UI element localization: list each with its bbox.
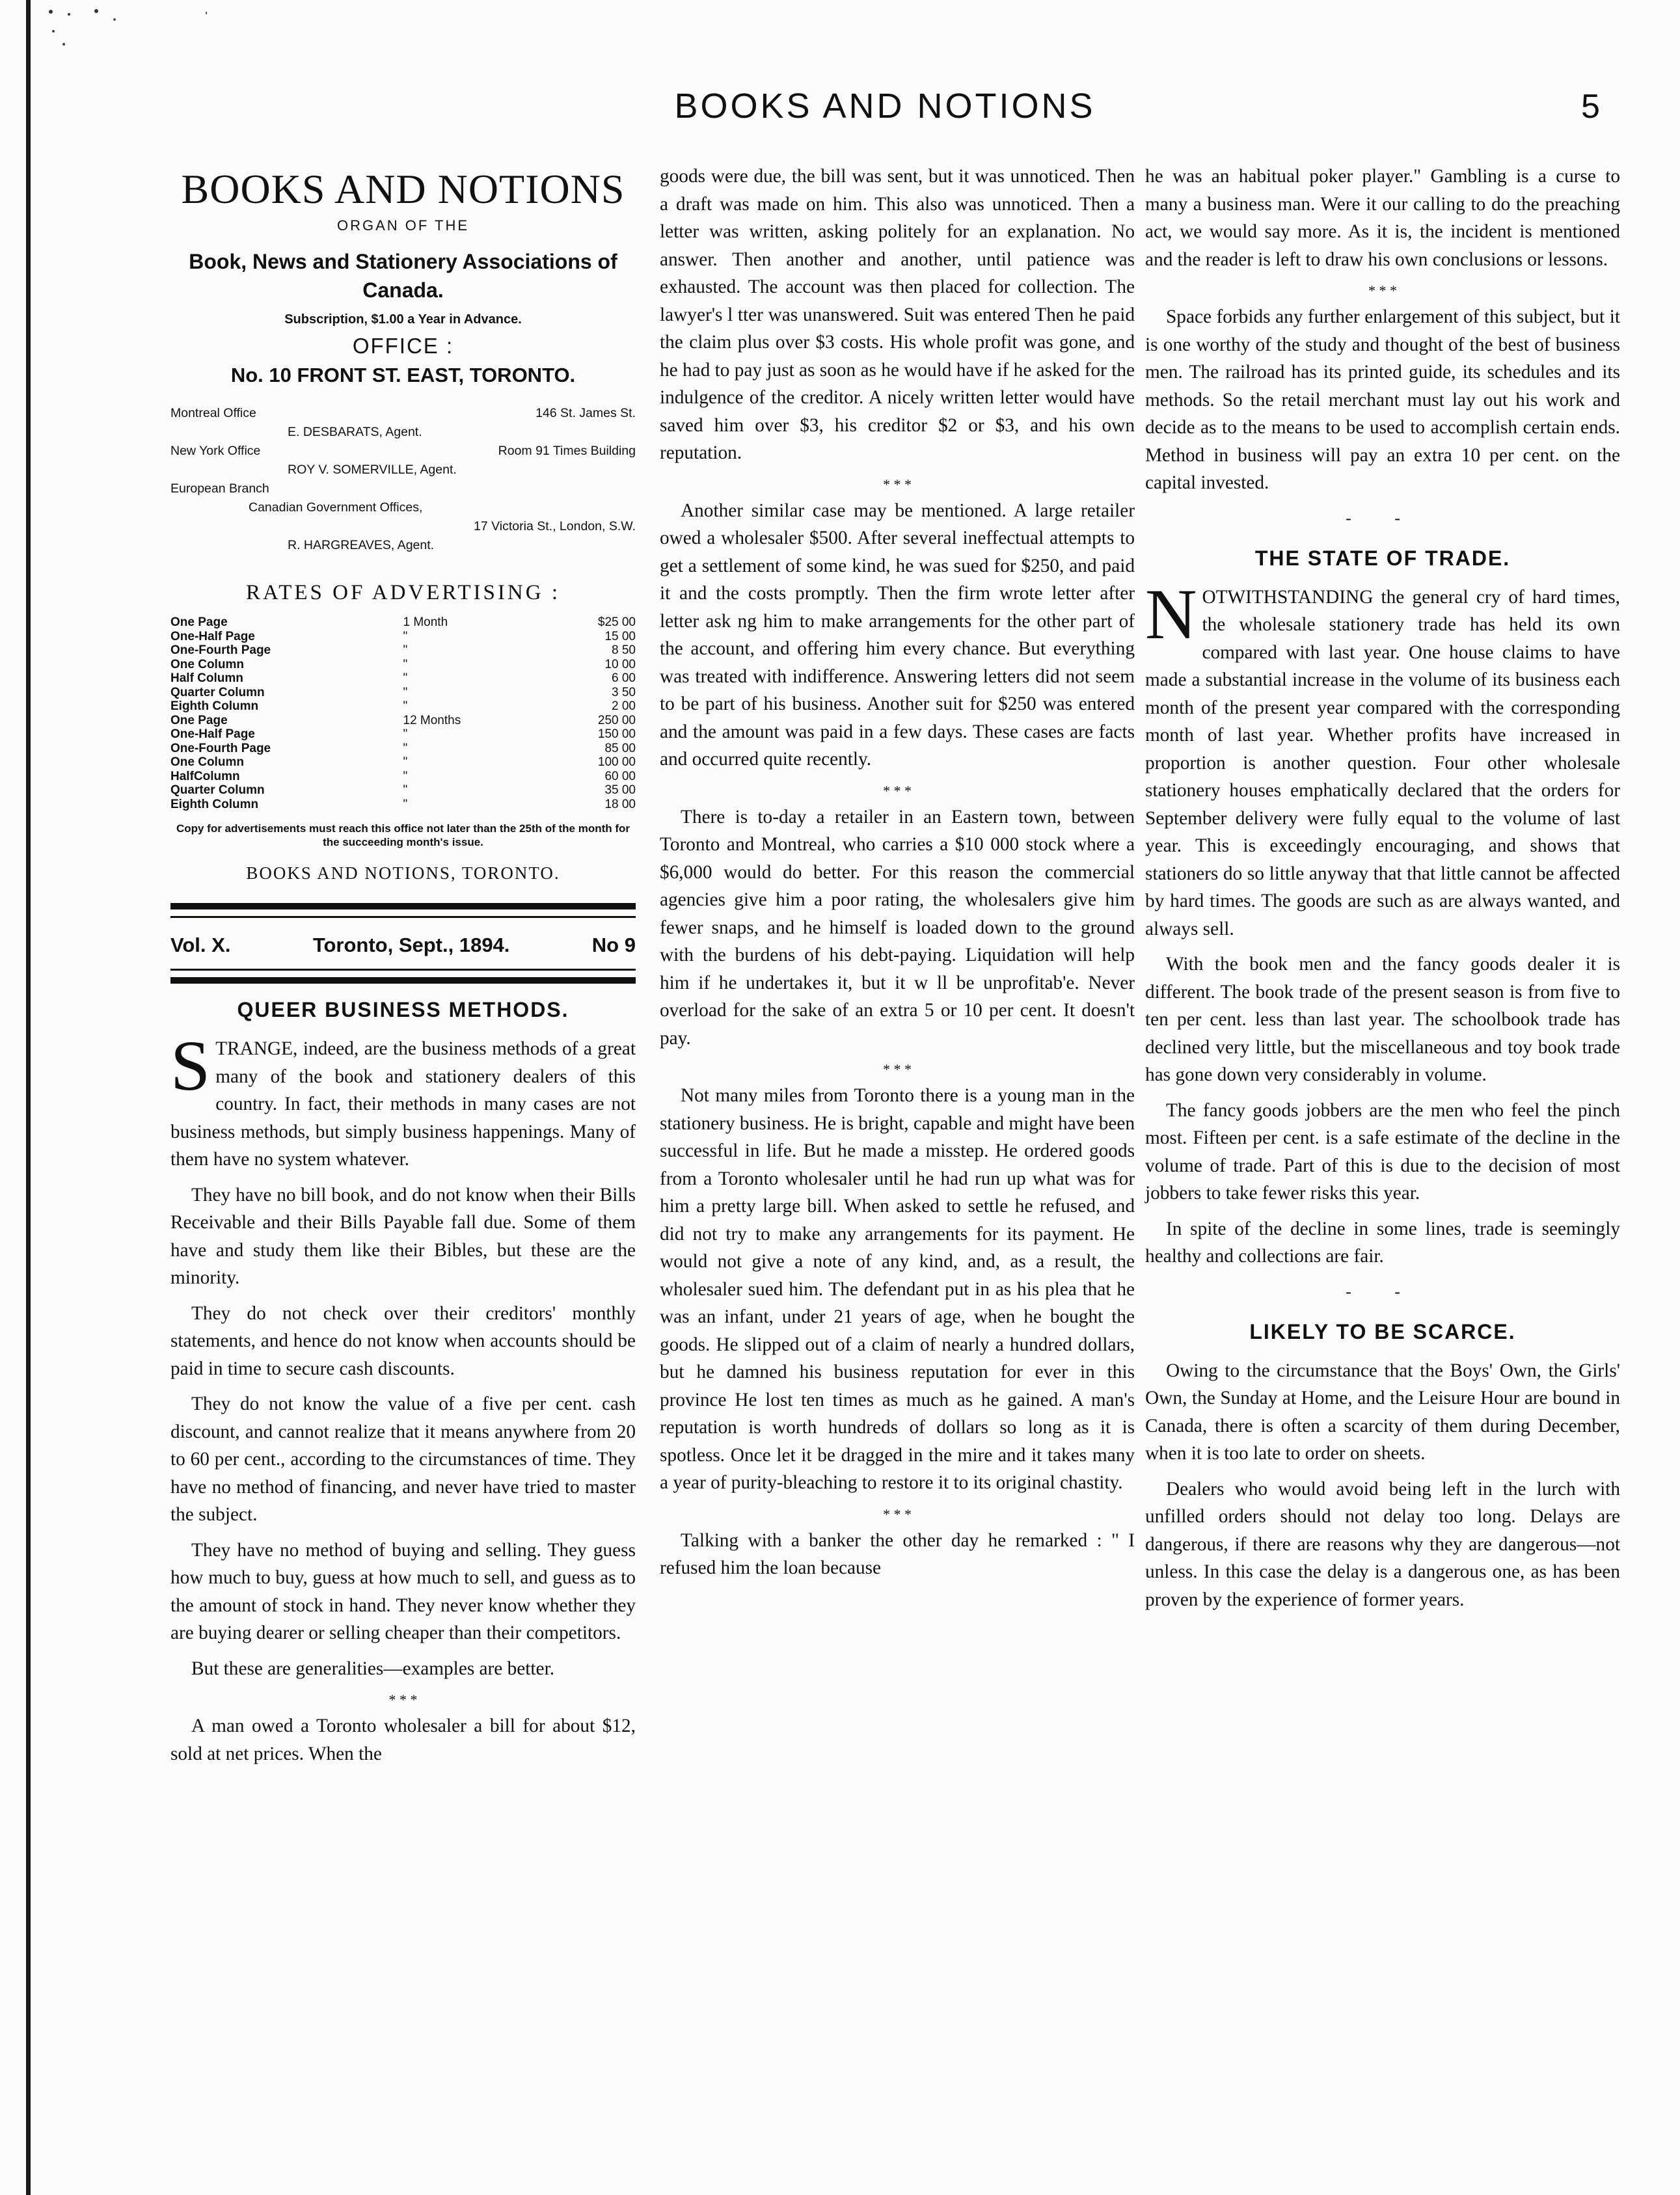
- rate-row: [170, 714, 636, 728]
- rate-label: One-Half Page: [170, 727, 255, 741]
- rate-duration: ": [403, 755, 408, 769]
- article1-para-12: Space forbids any further enlargement of this subject, but it is one worthy of the study and thought of the best of business men. The railroad has its printed guide, its schedules and its methods. So the retail merchant must lay out his work and decide as to the means to be used to accomplish certain ends. Method in business will pay an extra 10 per cent. on the capital invested.: [1145, 306, 1620, 493]
- rate-row: [170, 630, 636, 644]
- rate-row: [170, 686, 636, 700]
- rate-label: One Column: [170, 657, 244, 671]
- rate-price: 2 00: [612, 699, 636, 713]
- article1-heading: QUEER BUSINESS METHODS.: [237, 998, 569, 1021]
- column-3: [1145, 163, 1620, 1621]
- volume-date: Toronto, Sept., 1894.: [312, 934, 510, 956]
- column-2: [660, 163, 1135, 1590]
- rate-price: 10 00: [604, 657, 636, 671]
- article2-para-4: In spite of the decline in some lines, trade is seemingly healthy and collections are fair.: [1145, 1218, 1620, 1267]
- rate-row: [170, 643, 636, 658]
- running-head: BOOKS AND NOTIONS: [674, 87, 1096, 126]
- rate-label: HalfColumn: [170, 769, 240, 783]
- section-dash: - -: [1346, 508, 1420, 528]
- rate-price: 6 00: [612, 671, 636, 685]
- copy-note: Copy for advertisements must reach this office not later than the 25th of the month for the succeeding month's issue.: [176, 822, 630, 848]
- rate-price: 15 00: [604, 629, 636, 643]
- volume-number: Vol. X.: [170, 934, 231, 956]
- rates-table: [170, 615, 636, 811]
- ink-specks: [38, 5, 207, 51]
- rate-row: [170, 727, 636, 742]
- rate-label: Quarter Column: [170, 783, 265, 797]
- article1-para-5: They have no method of buying and selling. They guess how much to buy, guess at how much to sell, and guess as to the amount of stock in hand. They never know whether they are buying dearer or selling cheaper than their competitors.: [170, 1539, 636, 1643]
- rate-label: One-Fourth Page: [170, 741, 271, 755]
- asterism: * * *: [1368, 282, 1397, 299]
- rate-label: One Column: [170, 755, 244, 769]
- rate-duration: ": [403, 699, 408, 713]
- rate-duration: ": [403, 643, 408, 657]
- rate-row: [170, 615, 636, 630]
- branch-offices: [170, 404, 636, 555]
- rate-duration: ": [403, 797, 408, 811]
- article1-para-9: There is to-day a retailer in an Eastern town, between Toronto and Montreal, who carries a $10 000 stock where a $6,000 would do better. For this reason the commercial agencies give him a poor rating, the wholesalers give him fewer snaps, and he himself is loaded down to the ground with the burdens of his debt-paying. Liquidation will help him if he undertakes it, but it w ll be unprofitab'e. Never overload for the sake of an extra 5 or 10 per cent. It doesn't pay.: [660, 806, 1135, 1049]
- article1-para-6: But these are generalities—examples are better.: [191, 1658, 555, 1679]
- masthead-organ: ORGAN OF THE: [336, 217, 470, 234]
- rate-duration: ": [403, 657, 408, 671]
- rate-row: [170, 783, 636, 798]
- rule-thin-top: [170, 916, 636, 918]
- rate-price: 100 00: [597, 755, 636, 769]
- issue-number: No 9: [591, 934, 636, 956]
- montreal-address: 146 St. James St.: [535, 406, 636, 420]
- newyork-label: New York Office: [170, 444, 261, 458]
- article1-para-7a: A man owed a Toronto wholesaler a bill for about $12, sold at net prices. When the: [170, 1716, 636, 1764]
- rate-duration: ": [403, 741, 408, 755]
- article1-dropcap: S: [170, 1026, 211, 1105]
- article1-para-4: They do not know the value of a five per cent. cash discount, and cannot realize that it means anywhere from 20 to 60 per cent., according to the circumstances of time. They have no method of financing, and never have tried to master the subject.: [170, 1394, 636, 1525]
- montreal-label: Montreal Office: [170, 406, 256, 420]
- rate-price: 85 00: [604, 741, 636, 755]
- article1-para-8: Another similar case may be mentioned. A large retailer owed a wholesaler $500. After several ineffectual attempts to get a settlement of some kind, he was sued for $250, and paid it and the costs promptly. Then the firm wrote letter after letter ask ng him to make arrangements for the other part of the account, and offering him every chance. But everything was treated with indifference. Answering letters did not seem to be part of his business. Another suit for $250 was entered and the amount was paid in a few days. These cases are facts and occurred quite recently.: [660, 500, 1135, 770]
- rate-duration: ": [403, 685, 408, 699]
- article2-para-3: The fancy goods jobbers are the men who feel the pinch most. Fifteen per cent. is a safe estimate of the decline in the volume of trade. Part of this is due to the decision of most jobbers to take fewer risks this year.: [1145, 1099, 1620, 1204]
- footer-line: BOOKS AND NOTIONS, TORONTO.: [246, 863, 560, 883]
- asterism: * * *: [883, 1505, 912, 1522]
- article1-para-3: They do not check over their creditors' monthly statements, and hence do not know when accounts should be paid in time to secure cash discounts.: [170, 1302, 636, 1379]
- article1-para-11b: he was an habitual poker player." Gambling is a curse to many a business man. Were it our calling to do the preaching act, we would say more. As it is, the incident is mentioned and the reader is left to draw his own conclusions or lessons.: [1145, 166, 1620, 270]
- article2-dropcap: N: [1145, 574, 1197, 654]
- masthead-associations: Book, News and Stationery Associations of Canada.: [189, 250, 617, 302]
- newyork-agent: ROY V. SOMERVILLE, Agent.: [288, 463, 457, 477]
- asterism: * * *: [883, 476, 912, 492]
- rule-thick-top: [170, 903, 636, 909]
- rate-label: One Page: [170, 713, 228, 727]
- european-line2: 17 Victoria St., London, S.W.: [474, 519, 636, 533]
- rate-duration: 1 Month: [403, 615, 448, 629]
- article3-para-1: Owing to the circumstance that the Boys' Own, the Girls' Own, the Sunday at Home, and the Leisure Hour are bound in Canada, there is often a scarcity of them during December, when it is too late to order on sheets.: [1145, 1360, 1620, 1464]
- article1-para-1: STRANGE, indeed, are the business methods of a great many of the book and stationery dealers of this country. In fact, their methods in many cases are not business methods, but simply business happenings. Many of them have no system whatever.: [170, 1026, 636, 1170]
- rule-thick-bottom: [170, 977, 636, 984]
- rate-label: One Page: [170, 615, 228, 629]
- rate-row: [170, 742, 636, 756]
- asterism: * * *: [883, 782, 912, 799]
- european-line1: Canadian Government Offices,: [249, 500, 423, 515]
- volume-line: [170, 934, 636, 957]
- office-address: No. 10 FRONT ST. EAST, TORONTO.: [230, 364, 576, 386]
- column-1: [170, 163, 636, 1775]
- rate-label: One-Half Page: [170, 629, 255, 643]
- rate-label: One-Fourth Page: [170, 643, 271, 657]
- article1-para-11a: Talking with a banker the other day he remarked : " I refused him the loan because: [660, 1529, 1135, 1578]
- rate-duration: 12 Months: [403, 713, 461, 727]
- rate-row: [170, 699, 636, 714]
- rates-title: RATES OF ADVERTISING :: [246, 581, 560, 604]
- article3-para-2: Dealers who would avoid being left in the lurch with unfilled orders should not delay too long. Delays are dangerous, if there are reasons why they are dangerous—not unless. In this case the delay is a dangerous one, as has been proven by the experience of former years.: [1145, 1478, 1620, 1610]
- article2-para-2: With the book men and the fancy goods dealer it is different. The book trade of the present season is from five to ten per cent. less than last year. The schoolbook trade has declined very little, but the miscellaneous and toy book trade has gone down very considerably in volume.: [1145, 954, 1620, 1085]
- article1-para-2: They have no bill book, and do not know when their Bills Receivable and their Bills Payable fall due. Some of them have and study them like their Bibles, but these are the minority.: [170, 1184, 636, 1288]
- article2-heading: THE STATE OF TRADE.: [1254, 546, 1511, 570]
- asterism: * * *: [388, 1691, 418, 1708]
- rate-price: 60 00: [604, 769, 636, 783]
- rate-price: 150 00: [597, 727, 636, 741]
- article2-para-1: NOTWITHSTANDING the general cry of hard times, the wholesale stationery trade has held its own compared with last year. One house claims to have made a substantial increase in the volume of its business each month of the present year compared with the corresponding month of last year. Whether profits have increased in proportion is another question. Four other wholesale stationery houses emphatically declared that the orders for September delivery were fully equal to the volume of last year. This is exceedingly encouraging, and shows that stationers do so little anyway that that little cannot be affected by hard times. The goods are such as are always wanted, and always sell.: [1145, 574, 1620, 939]
- page-number: 5: [1581, 88, 1600, 126]
- masthead-title: BOOKS AND NOTIONS: [181, 166, 625, 212]
- asterism: * * *: [883, 1061, 912, 1077]
- rule-thin-bottom: [170, 969, 636, 971]
- rate-duration: ": [403, 671, 408, 685]
- rate-price: 8 50: [612, 643, 636, 657]
- newyork-address: Room 91 Times Building: [498, 444, 636, 458]
- article1-para-10: Not many miles from Toronto there is a young man in the stationery business. He is bright, capable and might have been successful in life. But he made a misstep. He ordered goods from a Toronto wholesaler until he had run up what was for him a pretty large bill. When asked to settle he refused, and did not try to make any arrangements for its payment. He would not give a note of any kind, and, as a result, the wholesaler sued him. The defendant put in as his plea that he was an infant, under 21 years of age, when he bought the goods. He slipped out of a claim of nearly a hundred dollars, but he damned his business reputation for ever in this province He lost ten times as much as he gained. A man's reputation is worth hundreds of dollars so long as it is spotless. Once let it be dragged in the mire and it takes many a year of purity-bleaching to restore it to its original chastity.: [660, 1085, 1135, 1493]
- rate-duration: ": [403, 727, 408, 741]
- rate-price: 250 00: [597, 713, 636, 727]
- article1-para-7b: goods were due, the bill was sent, but it was unnoticed. Then a draft was made on him. This also was unnoticed. Then a letter was written, asking politely for an explanation. No answer. Then another and another, until patience was exhausted. The account was then placed for collection. The lawyer's l tter was unanswered. Suit was entered Then he paid the claim plus over $3 costs. His whole profit was gone, and he had to pay just as soon as he would have if he asked for the indulgence of the creditor. A nicely written letter would have saved him over $3, his creditor $2 or $3, and his own reputation.: [660, 166, 1135, 463]
- rate-row: [170, 755, 636, 770]
- rate-row: [170, 658, 636, 672]
- rate-price: 3 50: [612, 685, 636, 699]
- article3-heading: LIKELY TO BE SCARCE.: [1249, 1319, 1516, 1343]
- section-dash: - -: [1346, 1282, 1420, 1301]
- binding-rule: [26, 0, 31, 2195]
- office-label: OFFICE :: [352, 334, 454, 358]
- european-agent: R. HARGREAVES, Agent.: [288, 538, 435, 552]
- european-label: European Branch: [170, 481, 269, 496]
- montreal-agent: E. DESBARATS, Agent.: [288, 425, 422, 439]
- rate-label: Eighth Column: [170, 699, 259, 713]
- rate-label: Quarter Column: [170, 685, 265, 699]
- rate-label: Eighth Column: [170, 797, 259, 811]
- subscription-line: Subscription, $1.00 a Year in Advance.: [284, 312, 522, 327]
- rate-row: [170, 770, 636, 784]
- rate-duration: ": [403, 783, 408, 797]
- rate-label: Half Column: [170, 671, 243, 685]
- rate-row: [170, 671, 636, 686]
- rate-price: 18 00: [604, 797, 636, 811]
- rate-duration: ": [403, 629, 408, 643]
- rate-duration: ": [403, 769, 408, 783]
- rate-row: [170, 798, 636, 812]
- rate-price: 35 00: [604, 783, 636, 797]
- rate-price: $25 00: [597, 615, 636, 629]
